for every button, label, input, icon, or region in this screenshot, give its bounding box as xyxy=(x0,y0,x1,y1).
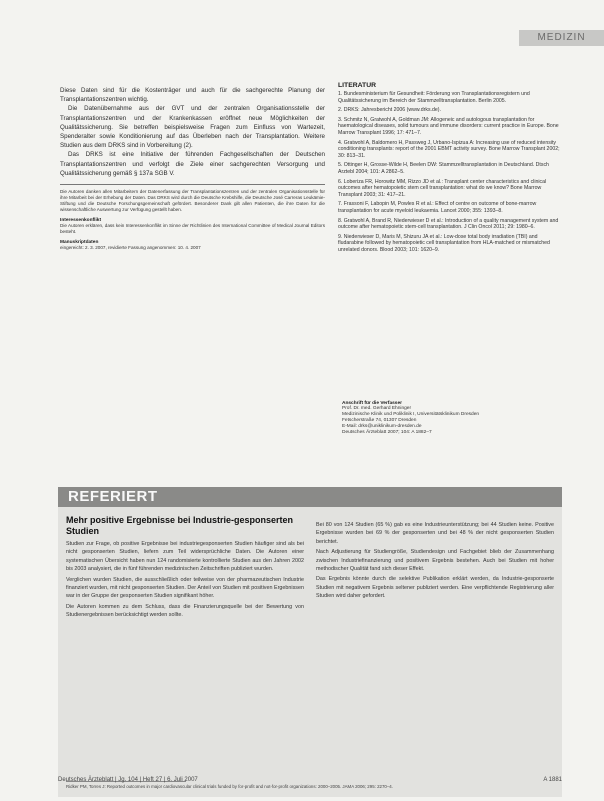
referiert-paragraph: Bei 80 von 124 Studien (65 %) gab es eine Industrieunterstützung; bei 44 Studien keine. Positive Ergebnisse wurden bei 69 % der gesponserten und bei 48 % der nicht gesponserten Studien berichtet. xyxy=(316,522,554,545)
referiert-paragraph: Studien zur Frage, ob positive Ergebnisse bei industriegesponserten Studien häufiger sind als bei nicht gesponserten Studien, liefern zum Teil widersprüchliche Daten. Die Autoren einer systematischen Übersicht haben nun 124 randomisierte kontrollierte Studien aus den Jahren 2002 bis 2003 analysiert, die in fünf führenden medizinischen Zeitschriften publiziert wurden. xyxy=(66,541,304,573)
referiert-title: Mehr positive Ergebnisse bei Industrie-gesponserten Studien xyxy=(66,515,294,536)
address-line: Fetscherstraße 74, 01307 Dresden xyxy=(342,418,417,423)
manuscript-text: eingereicht: 2. 3. 2007, revidierte Fassung angenommen: 10. 4. 2007 xyxy=(60,245,201,251)
literature-item: 4. Gratwohl A, Baldomero H, Passweg J, Urbano-Ispizua A: Increasing use of reduced intensity conditioning transplants: report of the 2001 EBMT activity survey. Bone Marrow Transplant 2002; 30: 813–31. xyxy=(338,139,560,159)
referiert-left-text xyxy=(66,540,304,620)
conflict-label: Interessenkonflikt xyxy=(60,218,102,224)
address-line: Deutsches Ärzteblatt 2007; 104: A 1882–7 xyxy=(342,430,432,435)
literature-item: 5. Ottinger H, Grosse-Wilde H, Beelen DW: Stammzelltransplantation in Deutschland. Dtsch Arztebl 2004; 101: A 2862–5. xyxy=(338,162,549,175)
page-footer xyxy=(58,777,562,787)
referiert-banner xyxy=(58,487,562,507)
referiert-banner-label: REFERIERT xyxy=(68,488,158,505)
manuscript-label: Manuskriptdaten xyxy=(60,240,99,246)
literature-item: 7. Frassoni F, Labopin M, Powles R et al.: Effect of centre on outcome of bone-marrow transplantation for acute myeloid leukaemia. Lancet 2000; 355: 1393–8. xyxy=(338,201,537,214)
literature-item: 3. Schmitz N, Gratwohl A, Goldman JM: Allogeneic and autologous transplantation for haematological diseases, solid tumours and immune disorders: current practice in Europe. Bone Marrow Transplant 1996; 17: 471–7. xyxy=(338,116,559,136)
referiert-box xyxy=(58,507,562,797)
address-line: E-Mail: drks@uniklinikum-dresden.de xyxy=(342,424,422,429)
referiert-paragraph: Das Ergebnis könnte durch die selektive Publikation erklärt werden, da Industrie-gesponserte Studien mit negativem Ergebnis seltener publiziert werden. Eine verpflichtende Registrierung aller Studien wird daher gefordert. xyxy=(316,576,554,600)
literature-item: 6. Loberiza FR, Horowitz MM, Rizzo JD et al.: Transplant center characteristics and clinical outcomes after hematopoietic stem cell transplantation: what do we know? Bone Marrow Transplant 2003; 31: 417–21. xyxy=(338,178,547,198)
article-paragraph: Diese Daten sind für die Kostenträger und auch für die sachgerechte Planung der Transplantationszentren wichtig. xyxy=(60,87,325,104)
article-column xyxy=(60,86,325,251)
referiert-right-column xyxy=(316,521,554,603)
journal-citation: Deutsches Ärzteblatt | Jg. 104 | Heft 27 | 6. Juli 2007 xyxy=(58,777,198,783)
literature-column xyxy=(338,82,560,256)
referiert-paragraph: Nach Adjustierung für Studiengröße, Studiendesign und Fachgebiet blieb der Zusammenhang zwischen Industriefinanzierung und positivem Ergebnis bestehen. Auch bei Studien mit hoher methodischer Qualität fand sich dieser Effekt. xyxy=(316,549,554,573)
referiert-right-text xyxy=(316,521,554,601)
literature-item: 2. DRKS: Jahresbericht 2006 (www.drks.de). xyxy=(338,107,441,114)
author-address xyxy=(342,396,542,436)
referiert-left-column xyxy=(66,515,304,622)
article-paragraph: Die Datenübernahme aus der GVT und der zentralen Organisationsstelle der Transplantationszentren und der Krankenkassen eröffnet neue Möglichkeiten der Qualitätssicherung. Sie betreffen beispielsweise Fragen zum Einfluss von Wartezeit, Spenderalter sowie Konditionierung auf das Überleben nach der Transplantation. Weitere Studien aus dem DRKS sind in Vorbereitung (2). xyxy=(60,105,325,150)
literature-list xyxy=(338,91,560,253)
literature-item: 8. Gratwohl A, Brand R, Niederwieser D et al.: Introduction of a quality management system and outcome after hematopoietic stem-cell transplantation. J Clin Oncol 2011; 29: 1980–6. xyxy=(338,217,559,231)
literature-item: 1. Bundesministerium für Gesundheit: Förderung von Transplantationsregistern und Qualitätssicherung im Bereich der Stammzelltransplantation. Berlin 2005. xyxy=(338,91,530,104)
referiert-source-text: Ridker PM, Torres J: Reported outcomes in major cardiovascular clinical trials funded by for-profit and not-for-profit organizations: 2000–2005. JAMA 2006; 295: 2270–4. xyxy=(66,784,393,789)
address-line: Medizinische Klinik und Poliklinik I, Universitätsklinikum Dresden xyxy=(342,412,480,417)
address-line: Prof. Dr. med. Gerhard Ehninger xyxy=(342,406,412,411)
referiert-paragraph: Die Autoren kommen zu dem Schluss, dass die Finanzierungsquelle bei der Bewertung von Studienergebnissen berücksichtigt werden sollte. xyxy=(66,603,304,619)
article-body xyxy=(60,86,325,178)
conflict-text: Die Autoren erklären, dass kein Interessenkonflikt im Sinne der Richtlinien des International Committee of Medical Journal Editors besteht. xyxy=(60,223,325,235)
footnote-text: Die Autoren danken allen Mitarbeitern der Datenerfassung der Transplantationszentren und der zentralen Organisationsstelle für ihre Mitarbeit bei der Erhebung der Daten. Das DRKS wird durch die Deutsche Krebshilfe, die Deutsche José Carreras Leukämie-Stiftung und die Deutsche Forschungsgemeinschaft gefördert. Besonderer Dank gilt allen Patienten, die ihre Daten für die wissenschaftliche Auswertung zur Verfügung gestellt haben. xyxy=(60,189,325,213)
literature-item: 9. Niederwieser D, Maris M, Shizuru JA et al.: Low-dose total body irradiation (TBI) and fludarabine followed by hematopoietic cell transplantation from HLA-matched or mismatched unrelated donors. Blood 2003; 101: 1620–9. xyxy=(338,233,550,253)
section-tag: MEDIZIN xyxy=(519,30,604,46)
referiert-paragraph: Verglichen wurden Studien, die ausschließlich oder teilweise von der pharmazeutischen Industrie finanziert wurden, mit nicht gesponserten Studien. Der Anteil von Studien mit positiven Ergebnissen war in der Gruppe der gesponserten Studien signifikant höher. xyxy=(66,576,304,600)
page-number: A 1881 xyxy=(543,777,562,783)
acknowledgement-footnote xyxy=(60,184,325,251)
address-label: Anschrift für die Verfasser xyxy=(342,401,402,406)
literature-title: LITERATUR xyxy=(338,82,377,89)
article-paragraph: Das DRKS ist eine Initiative der führenden Fachgesellschaften der Deutschen Transplantationszentren und verfolgt die Ziele einer sachgerechten Versorgung und Qualitätssicherung gemäß § 137a SGB V. xyxy=(60,151,325,177)
